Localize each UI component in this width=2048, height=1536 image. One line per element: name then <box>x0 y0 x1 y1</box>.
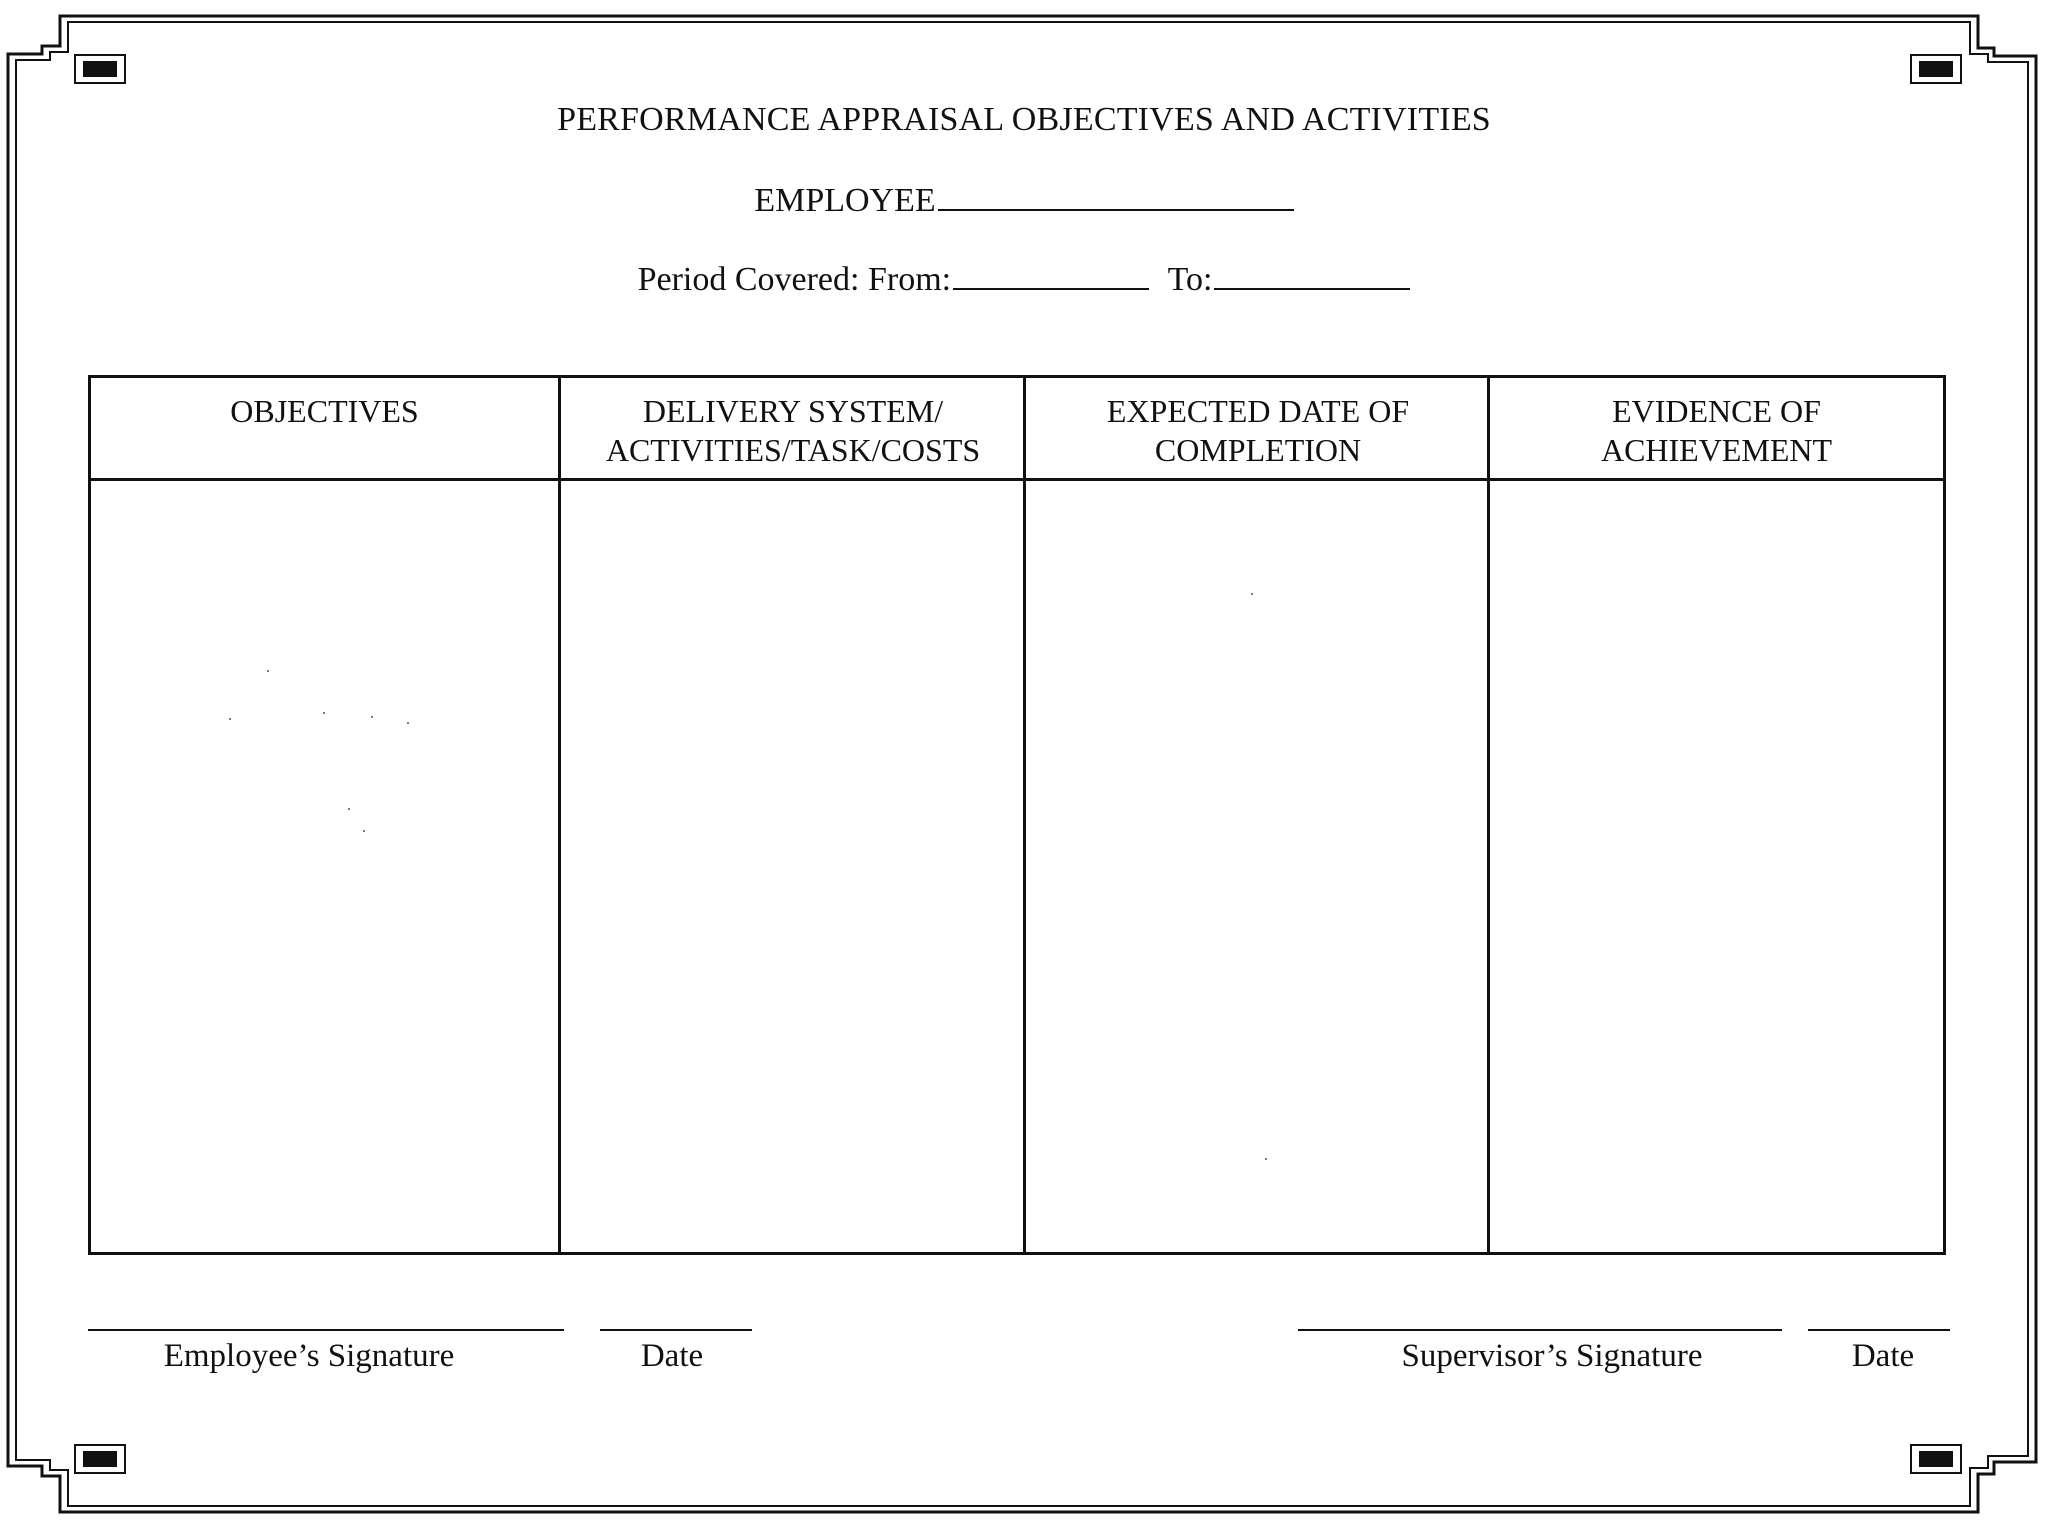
corner-registration-mark-icon <box>1910 1444 1962 1474</box>
period-to-label: To: <box>1167 261 1213 298</box>
employee-signature-line[interactable] <box>88 1329 564 1331</box>
scan-speck <box>348 808 350 810</box>
column-header-objectives: OBJECTIVES <box>230 393 419 429</box>
objectives-table <box>88 375 1946 1255</box>
corner-registration-mark-icon <box>74 54 126 84</box>
delivery-system-cell[interactable] <box>561 481 1025 1252</box>
corner-registration-mark-icon <box>1910 54 1962 84</box>
period-from-field[interactable] <box>953 258 1149 290</box>
scan-speck <box>407 722 409 724</box>
column-header-expected-date: EXPECTED DATE OF COMPLETION <box>1106 393 1410 468</box>
column-evidence <box>1490 378 1943 1252</box>
scan-speck <box>1265 1158 1267 1160</box>
column-expected-date <box>1026 378 1490 1252</box>
supervisor-signature-label: Supervisor’s Signature <box>1401 1338 1703 1374</box>
employee-name-field[interactable] <box>938 179 1294 211</box>
scan-speck <box>323 712 325 714</box>
scan-speck <box>1251 593 1253 595</box>
column-header-evidence: EVIDENCE OF ACHIEVEMENT <box>1600 393 1833 468</box>
scan-speck <box>371 716 373 718</box>
period-to-field[interactable] <box>1214 258 1410 290</box>
employee-row <box>0 179 2048 221</box>
column-objectives <box>91 378 558 1252</box>
corner-registration-mark-icon <box>74 1444 126 1474</box>
scan-speck <box>363 830 365 832</box>
employee-label: EMPLOYEE <box>754 182 936 219</box>
period-from-label: Period Covered: From: <box>637 261 952 298</box>
expected-date-cell[interactable] <box>1026 481 1490 1252</box>
scan-speck <box>229 718 231 720</box>
column-delivery-system <box>561 378 1025 1252</box>
evidence-cell[interactable] <box>1490 481 1943 1252</box>
period-covered-row <box>0 258 2048 300</box>
employee-date-label: Date <box>640 1338 704 1374</box>
supervisor-signature-line[interactable] <box>1298 1329 1782 1331</box>
supervisor-date-label: Date <box>1851 1338 1915 1374</box>
scan-speck <box>267 670 269 672</box>
employee-date-line[interactable] <box>600 1329 752 1331</box>
employee-signature-label: Employee’s Signature <box>163 1338 455 1374</box>
supervisor-date-line[interactable] <box>1808 1329 1950 1331</box>
column-header-delivery-system: DELIVERY SYSTEM/ ACTIVITIES/TASK/COSTS <box>605 393 981 468</box>
form-title: PERFORMANCE APPRAISAL OBJECTIVES AND ACTIVITIES <box>557 101 1491 138</box>
objectives-cell[interactable] <box>91 481 558 1252</box>
